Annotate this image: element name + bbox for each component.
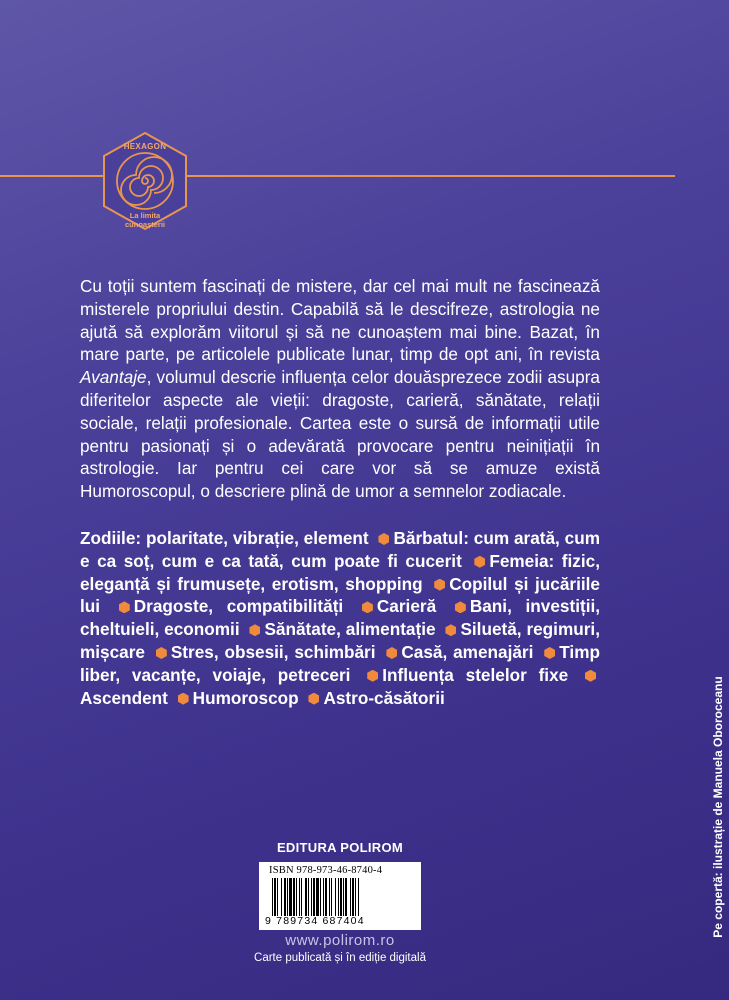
topic-item: Copilul și jucăriile lui: [80, 573, 600, 617]
book-description: [80, 275, 600, 503]
topic-item: Siluetă, regimuri, mișcare: [80, 619, 600, 662]
description-part2: , volumul descrie influența celor douăsprezece zodii asupra diferitelor aspecte ale vieții: dragoste, carieră, sănătate, relații sociale, relații profesionale. Cartea este o sursă de informații utile pentru pasionați și o adevărată provocare pentru neinițiații în astrologie. Iar pentru cei care vor să se amuze există Humoroscopul, o descriere plină de umor a semnelor zodiacale.: [80, 367, 600, 502]
hexagon-bullet-icon: [156, 647, 167, 659]
logo-tagline-line1: La limita: [129, 211, 161, 220]
isbn-text: ISBN 978-973-46-8740-4: [269, 865, 383, 876]
description-part1: Cu toții suntem fascinați de mistere, dar cel mai mult ne fascinează misterele propriului destin. Capabilă să le descifreze, astrologia ne ajută să explorăm viitorul și să ne cunoaștem mai bine. Bazat, în mare parte, pe articolele publicate lunar, timp de opt ani, în revista: [80, 276, 600, 365]
barcode: [259, 862, 421, 930]
hexagon-bullet-icon: [434, 579, 445, 591]
topic-item: Femeia: fizic, eleganță și frumusețe, erotism, shopping: [80, 550, 601, 594]
topic-item: Ascendent: [80, 687, 168, 708]
topic-item: Astro-căsătorii: [323, 687, 445, 708]
magazine-name: Avantaje: [80, 367, 147, 388]
topic-item: Sănătate, alimentație: [264, 619, 436, 640]
cover-illustration-credit: Pe copertă: ilustrație de Manuela Oboroceanu: [711, 676, 725, 938]
barcode-number: 9 789734 687404: [265, 915, 365, 927]
hexagon-bullet-icon: [362, 601, 373, 613]
topic-item: Bărbatul: cum arată, cum e ca soț, cum e ca tată, cum poate fi cucerit: [80, 528, 600, 571]
hexagon-bullet-icon: [308, 693, 319, 705]
digital-edition-note: Carte publicată și în ediție digitală: [254, 952, 426, 964]
logo-name: HEXAGON: [123, 142, 167, 151]
topic-item: Timp liber, vacanțe, voiaje, petreceri: [80, 641, 600, 685]
topic-item: Humoroscop: [192, 687, 299, 708]
hexagon-collection-logo: [99, 129, 191, 233]
hexagon-bullet-icon: [455, 601, 466, 613]
hexagon-bullet-icon: [445, 624, 456, 636]
hexagon-bullet-icon: [474, 556, 485, 568]
topic-item: Bani, investiții, cheltuieli, economii: [80, 596, 601, 640]
hexagon-bullet-icon: [585, 670, 596, 682]
barcode-bars: [271, 878, 413, 916]
hexagon-bullet-icon: [544, 647, 555, 659]
logo-tagline-line2: cunoașterii: [124, 220, 165, 229]
hexagon-bullet-icon: [386, 647, 397, 659]
hexagon-bullet-icon: [367, 670, 378, 682]
topic-item: Dragoste, compatibilități: [133, 596, 344, 617]
topics-list: [80, 527, 600, 709]
topic-item: Zodiile: polaritate, vibrație, element: [80, 528, 369, 548]
logo-tagline: [99, 211, 191, 229]
topic-item: Influența stelelor fixe: [382, 664, 569, 685]
topic-item: Carieră: [376, 596, 437, 617]
topic-item: Stres, obsesii, schimbări: [170, 641, 376, 662]
hexagon-bullet-icon: [378, 533, 389, 545]
hexagon-bullet-icon: [119, 601, 130, 613]
topic-item: Casă, amenajări: [401, 641, 534, 662]
hexagon-bullet-icon: [249, 624, 260, 636]
hexagon-bullet-icon: [178, 693, 189, 705]
publisher-name: EDITURA POLIROM: [276, 840, 404, 855]
publisher-website: www.polirom.ro: [285, 932, 395, 949]
